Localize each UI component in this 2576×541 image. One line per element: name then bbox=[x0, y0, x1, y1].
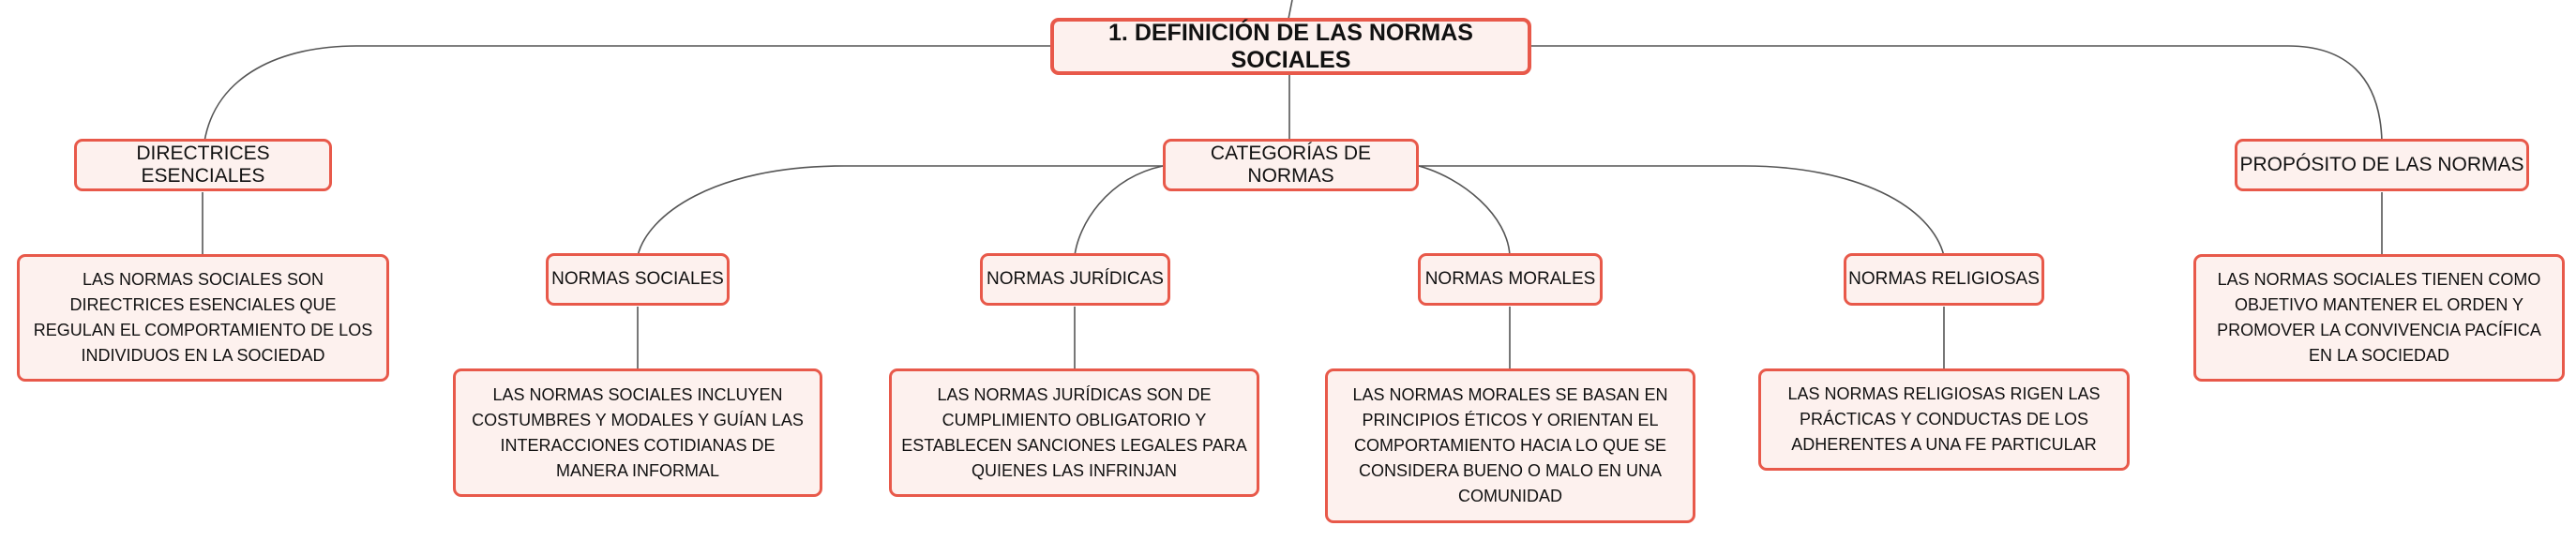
religiosas-text-node[interactable] bbox=[1758, 368, 2130, 471]
root-node[interactable] bbox=[1050, 18, 1531, 75]
morales-node[interactable] bbox=[1418, 253, 1603, 306]
proposito-text-node[interactable] bbox=[2193, 254, 2565, 382]
categorias-node[interactable] bbox=[1163, 139, 1419, 191]
proposito-text: LAS NORMAS SOCIALES TIENEN COMO OBJETIVO MANTENER EL ORDEN Y PROMOVER LA CONVIVENCIA PACÍFICA EN LA SOCIEDAD bbox=[2217, 270, 2541, 365]
link-root-proposito bbox=[1531, 46, 2382, 142]
link-categorias-morales bbox=[1419, 166, 1510, 256]
religiosas-node[interactable] bbox=[1844, 253, 2044, 306]
directrices-text: LAS NORMAS SOCIALES SON DIRECTRICES ESENCIALES QUE REGULAN EL COMPORTAMIENTO DE LOS INDIVIDUOS EN LA SOCIEDAD bbox=[33, 270, 373, 365]
link-categorias-religiosas bbox=[1419, 166, 1944, 256]
directrices-text-node[interactable] bbox=[17, 254, 389, 382]
morales-text-node[interactable] bbox=[1325, 368, 1695, 523]
juridicas-label: NORMAS JURÍDICAS bbox=[987, 269, 1164, 289]
categorias-label: CATEGORÍAS DE NORMAS bbox=[1210, 143, 1372, 187]
link-categorias-juridicas bbox=[1075, 166, 1163, 256]
root-label: 1. DEFINICIÓN DE LAS NORMAS SOCIALES bbox=[1108, 19, 1473, 73]
religiosas-text: LAS NORMAS RELIGIOSAS RIGEN LAS PRÁCTICAS Y CONDUCTAS DE LOS ADHERENTES A UNA FE PARTICULAR bbox=[1787, 384, 2101, 454]
juridicas-node[interactable] bbox=[980, 253, 1170, 306]
sociales-text-node[interactable] bbox=[453, 368, 822, 497]
proposito-node[interactable] bbox=[2235, 139, 2529, 191]
link-top-stub bbox=[1288, 0, 1292, 19]
link-categorias-sociales bbox=[638, 166, 1163, 256]
directrices-label: DIRECTRICES ESENCIALES bbox=[136, 143, 270, 187]
morales-text: LAS NORMAS MORALES SE BASAN EN PRINCIPIOS ÉTICOS Y ORIENTAN EL COMPORTAMIENTO HACIA LO QUE SE CONSIDERA BUENO O MALO EN UNA COMUNIDAD bbox=[1352, 385, 1668, 505]
religiosas-label: NORMAS RELIGIOSAS bbox=[1848, 269, 2040, 289]
sociales-label: NORMAS SOCIALES bbox=[551, 269, 724, 289]
juridicas-text: LAS NORMAS JURÍDICAS SON DE CUMPLIMIENTO OBLIGATORIO Y ESTABLECEN SANCIONES LEGALES PARA QUIENES LAS INFRINJAN bbox=[901, 384, 1247, 480]
juridicas-text-node[interactable] bbox=[889, 368, 1259, 497]
directrices-node[interactable] bbox=[74, 139, 332, 191]
link-root-directrices bbox=[204, 46, 1050, 142]
sociales-node[interactable] bbox=[546, 253, 730, 306]
sociales-text: LAS NORMAS SOCIALES INCLUYEN COSTUMBRES Y MODALES Y GUÍAN LAS INTERACCIONES COTIDIANAS DE MANERA INFORMAL bbox=[472, 384, 804, 480]
morales-label: NORMAS MORALES bbox=[1424, 269, 1596, 289]
proposito-label: PROPÓSITO DE LAS NORMAS bbox=[2239, 154, 2524, 175]
